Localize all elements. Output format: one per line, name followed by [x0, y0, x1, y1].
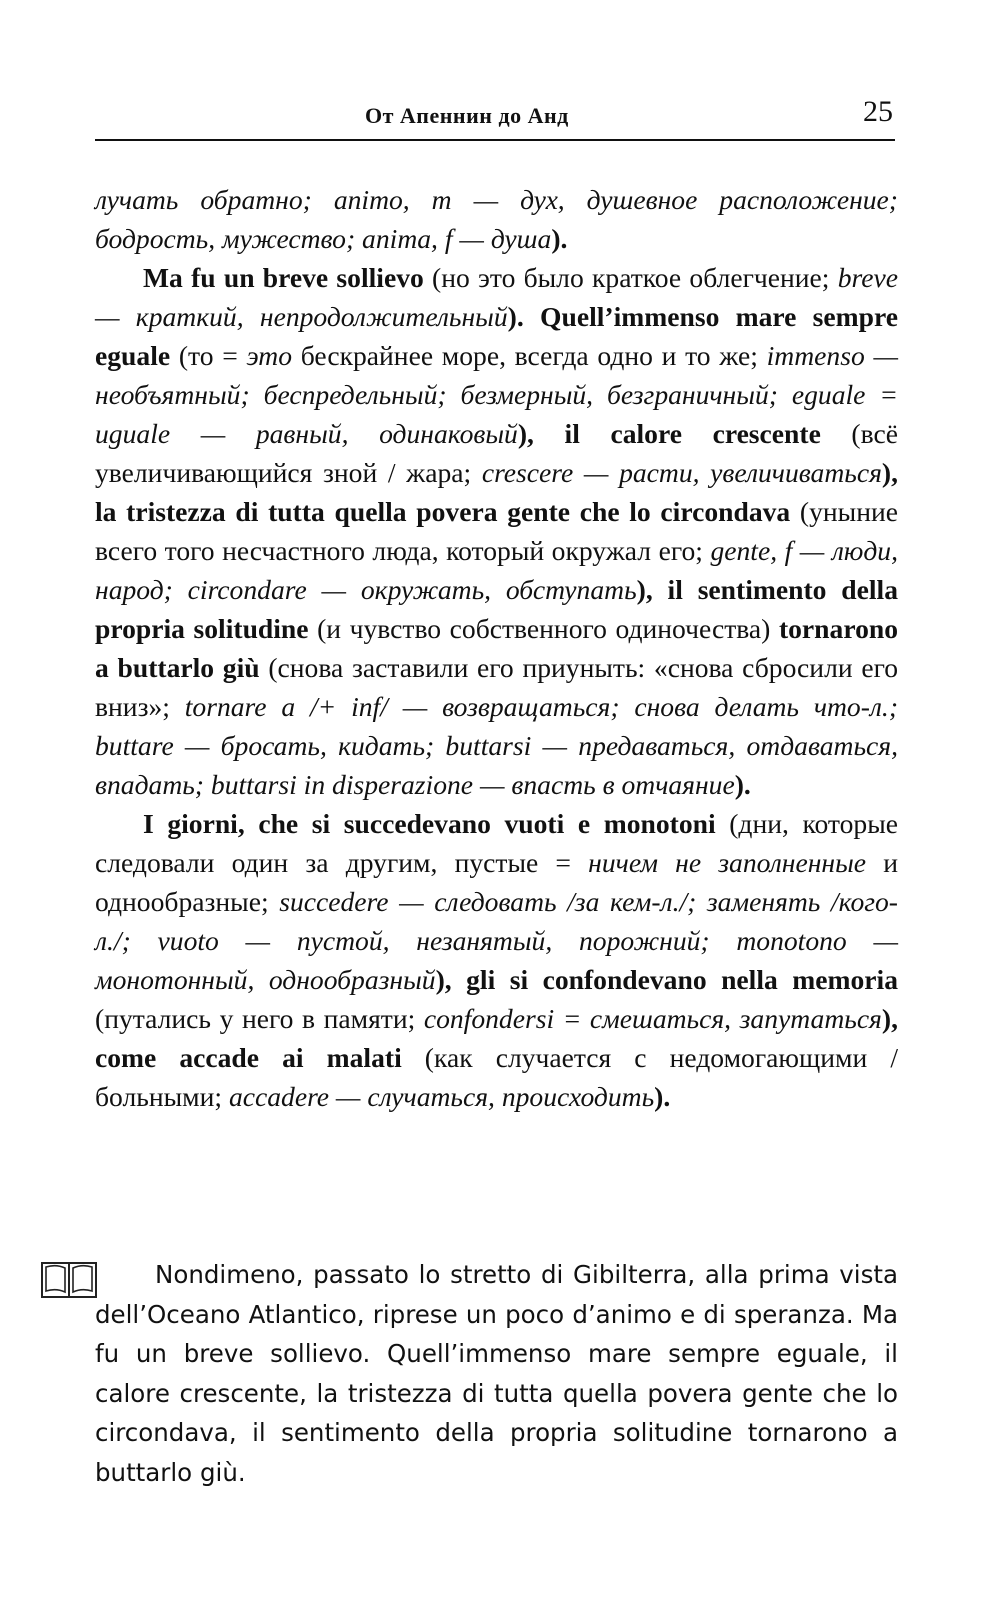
- text-run: crescere — расти, увеличиваться: [481, 457, 882, 488]
- commentary-paragraph-3: [95, 804, 898, 1116]
- text-run: immenso — необъятный; беспредельный; безмерный, безграничный; eguale = uguale — равный, одинаковый: [95, 340, 898, 449]
- text-run: ).: [654, 1081, 671, 1112]
- text-run: confondersi = смешаться, запутаться: [423, 1003, 882, 1034]
- text-run: ).: [551, 223, 568, 254]
- commentary-paragraph-2: [95, 258, 898, 804]
- text-run: ), gli si confondevano nella memoria: [435, 964, 898, 995]
- text-run: бескрайнее море, всегда одно и то же;: [292, 340, 767, 371]
- text-run: ).: [734, 769, 751, 800]
- text-run: tornarono a buttarlo giù: [95, 613, 899, 683]
- text-run: лучать обратно; animo, m — дух, душевное расположение; бодрость, мужество; anima, f — душа: [95, 184, 898, 254]
- source-excerpt: [95, 1255, 898, 1492]
- text-run: ), il sentimento della propria solitudine: [95, 574, 898, 644]
- text-run: (всё увеличивающийся зной / жара;: [95, 418, 898, 488]
- text-run: (и чувство собственного одиночества): [308, 613, 779, 644]
- page-number: 25: [863, 95, 893, 128]
- text-run: (но это было краткое облегчение;: [423, 262, 838, 293]
- text-run: ). Quell’immenso mare sempre eguale: [95, 301, 898, 371]
- text-run: (как случается с недомогающими / больными;: [95, 1042, 898, 1112]
- text-run: (дни, которые следовали один за другим, пустые =: [95, 808, 898, 878]
- header-title: От Апеннин до Анд: [365, 103, 569, 128]
- text-run: (то =: [170, 340, 247, 371]
- text-run: (путались у него в памяти;: [95, 1003, 424, 1034]
- text-run: gente, f — люди, народ; circondare — окружать, обступать: [95, 535, 898, 605]
- text-run: succedere — следовать /за кем-л./; заменять /кого-л./; vuoto — пустой, незанятый, порожний; monotono — монотонный, однообразный: [95, 886, 898, 995]
- open-book-icon: [40, 1260, 98, 1300]
- text-run: Ma fu un breve sollievo: [143, 262, 424, 293]
- text-run: это: [246, 340, 293, 371]
- running-header: [95, 95, 895, 141]
- text-run: accadere — случаться, происходить: [228, 1081, 655, 1112]
- commentary-paragraph-1: [95, 180, 898, 258]
- source-paragraph: Nondimeno, passato lo stretto di Gibilterra, alla prima vista dell’Oceano Atlantico, riprese un poco d’animo e di speranza. Ma fu un breve sollievo. Quell’immenso mare sempre eguale, il calore crescente, la tristezza di tutta quella povera gente che lo circondava, il sentimento della propria solitudine tornarono a buttarlo giù.: [95, 1260, 898, 1487]
- text-run: и однообразные;: [95, 847, 898, 917]
- text-run: (уныние всего того несчастного люда, который окружал его;: [95, 496, 898, 566]
- text-run: ничем не заполненные: [588, 847, 867, 878]
- text-run: (снова заставили его приуныть: «снова сбросили его вниз»;: [95, 652, 898, 722]
- text-run: ), la tristezza di tutta quella povera gente che lo circondava: [95, 457, 898, 527]
- commentary-text: [95, 180, 898, 1116]
- text-run: ), come accade ai malati: [95, 1003, 898, 1073]
- text-run: tornare a /+ inf/ — возвращаться; снова делать что-л.; buttare — бросать, кидать; buttarsi — предаваться, отдаваться, впадать; buttarsi in disperazione — впасть в отчаяние: [95, 691, 899, 800]
- text-run: breve — краткий, непродолжительный: [95, 262, 898, 332]
- text-run: I giorni, che si succedevano vuoti e monotoni: [143, 808, 716, 839]
- text-run: ), il calore crescente: [517, 418, 821, 449]
